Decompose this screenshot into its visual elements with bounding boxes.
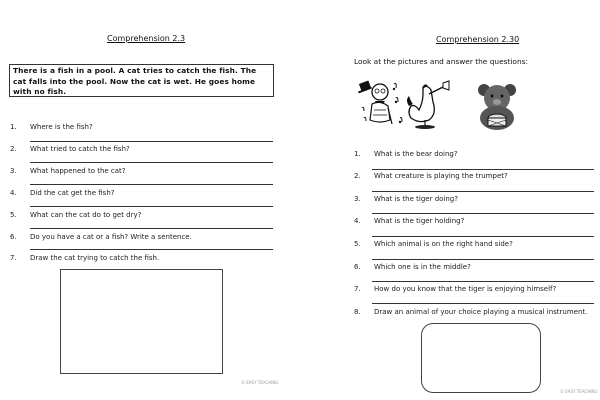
answer-line-3[interactable]	[372, 213, 594, 214]
drawing-box[interactable]	[60, 269, 223, 374]
answer-line-2[interactable]	[30, 162, 273, 163]
answer-line-4[interactable]	[30, 206, 273, 207]
reading-passage: There is a fish in a pool. A cat tries to catch the fish. The cat falls into the pool. Now the cat is wet. He goes home with no fish.	[9, 64, 274, 97]
rooster-playing-trumpet-icon	[403, 80, 453, 132]
answer-line-6[interactable]	[30, 249, 273, 250]
worksheet-title: Comprehension 2.30	[436, 35, 520, 44]
answer-line-5[interactable]	[30, 228, 273, 229]
worksheet-left: Comprehension 2.3 There is a fish in a pool. A cat tries to catch the fish. The cat falls into the pool. Now the cat is wet. He goes home with no fish. 1. Where is the fish? 2. What tried to catch the fish? 3. What happened to the cat? 4. Did the cat get the fish? 5. What can the cat do to get dry? 6. Do you have a cat or a fish? Write a sentence. 7. Draw the cat trying to catch the fish. © EASY TEACHING	[10, 34, 279, 385]
answer-line-7[interactable]	[372, 303, 594, 304]
answer-line-3[interactable]	[30, 184, 273, 185]
bear-playing-drum-icon	[472, 80, 522, 132]
copyright-footer: © EASY TEACHING	[241, 380, 279, 385]
answer-line-5[interactable]	[372, 259, 594, 260]
worksheet-title: Comprehension 2.3	[107, 34, 186, 43]
answer-line-4[interactable]	[372, 236, 594, 237]
answer-line-1[interactable]	[372, 169, 594, 170]
answer-line-2[interactable]	[372, 191, 594, 192]
drawing-box[interactable]	[421, 323, 541, 393]
instructions: Look at the pictures and answer the questions:	[354, 57, 528, 66]
answer-line-1[interactable]	[30, 141, 273, 142]
copyright-footer: © EASY TEACHING	[560, 389, 598, 394]
worksheet-right: Comprehension 2.30 Look at the pictures and answer the questions: 1. What is the bear doing? 2. What creature is playing the trumpet? 3. What is the tiger doing? 4. What is the tiger holding? 5. Which animal is on the right hand side? 6. Which one is in the middle? 7. How do you know that the tiger is enjoying himself? 8. Draw an animal of your choice playing a musical instrument. © EASY TEACHING	[354, 35, 598, 394]
answer-line-6[interactable]	[372, 281, 594, 282]
